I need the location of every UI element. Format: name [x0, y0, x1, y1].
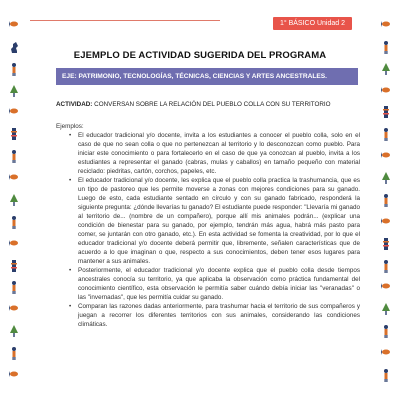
fish-icon	[9, 171, 19, 185]
fish-icon	[9, 105, 19, 119]
fish-icon	[381, 18, 391, 32]
totem-icon	[381, 237, 391, 251]
list-item: • El educador tradicional y/o docente, invita a los estudiantes a conocer el pueblo colla, solo en el caso de que no sean colla o que no pertenezcan al territorio y lo desconozcan como pueblo. Para iniciar este conocimiento o para fortalecerlo en el caso de que ya conozcan al pueblo, invita a los estudiantes a representar el ganado (cabras, mulas y caballos) en tamaño pequeño con material reciclado: piedritas, cartón, corchos, papeles, etc.	[78, 131, 360, 176]
right-decoration-column	[372, 0, 400, 400]
fish-icon	[381, 346, 391, 360]
figure-icon	[381, 193, 391, 207]
chess-knight-icon	[9, 40, 19, 54]
fish-icon	[9, 302, 19, 316]
list-item: • El educador tradicional y/o docente, les explica que el pueblo colla practica la trashumancia, que es un tipo de pastoreo que les permite moverse a zonas con mejores condiciones para su ganado. Luego de esto, cada estudiante sentado en círculo y con su ganado fabricado, responderá la siguiente pregunta: ¿dónde llevarías tu ganado? El estudiante puede responder: "Llevaría mi ganado al territorio de... (nombre de un compañero), porque allí mis animales podrán... (explicar una condición de bienestar para su ganado, por ejemplo, tendrán más agua, habrá más pasto para comer, se juntarán con otro ganado, etc.). En esta actividad se fomenta la creatividad, por lo que el educador tradicional y/o docente deberá permitir que, libremente, señalen características que de acuerdo a lo que imaginan o que, respecto a sus conocimientos, deben tener esos lugares para mantener a sus animales.	[78, 176, 360, 266]
fish-icon	[9, 368, 19, 382]
list-item: • Posteriormente, el educador tradicional y/o docente explica que el pueblo colla desde tiempos ancestrales conocía su territorio, ya que aplicaba la observación como práctica fundamental del conocimiento científico, esta observación le permitía saber cuándo debía iniciar las "veranadas" o las "invernadas", que les permitía cuidar su ganado.	[78, 266, 360, 302]
figure-icon	[9, 62, 19, 76]
tree-icon	[381, 62, 391, 76]
tree-icon	[381, 171, 391, 185]
unit-tag: 1° BÁSICO Unidad 2	[273, 17, 352, 30]
figure-icon	[381, 127, 391, 141]
eje-text: EJE: PATRIMONIO, TECNOLOGÍAS, TÉCNICAS, CIENCIAS Y ARTES ANCESTRALES.	[62, 73, 327, 80]
totem-icon	[9, 259, 19, 273]
fish-icon	[9, 237, 19, 251]
figure-icon	[9, 280, 19, 294]
activity-text: CONVERSAN SOBRE LA RELACIÓN DEL PUEBLO COLLA CON SU TERRITORIO	[94, 101, 331, 108]
activity-label: ACTIVIDAD:	[56, 101, 93, 108]
left-decoration-column	[0, 0, 28, 400]
eje-banner	[56, 68, 358, 85]
figure-icon	[381, 324, 391, 338]
examples-list	[56, 131, 360, 329]
tree-icon	[9, 193, 19, 207]
figure-icon	[9, 149, 19, 163]
tree-icon	[9, 324, 19, 338]
header-divider-line	[30, 20, 220, 21]
activity-line	[56, 101, 360, 108]
document-title: EJEMPLO DE ACTIVIDAD SUGERIDA DEL PROGRAMA	[73, 50, 327, 61]
fish-icon	[381, 215, 391, 229]
totem-icon	[9, 127, 19, 141]
figure-icon	[381, 368, 391, 382]
examples-label: Ejemplos:	[56, 123, 84, 130]
fish-icon	[381, 280, 391, 294]
list-item: • Comparan las razones dadas anteriormente, para trashumar hacia el territorio de sus compañeros y juegan a recorrer los diferentes territorios con sus animales, considerando las condiciones climáticas.	[78, 302, 360, 329]
figure-icon	[9, 215, 19, 229]
tree-icon	[381, 302, 391, 316]
figure-icon	[381, 259, 391, 273]
fish-icon	[381, 84, 391, 98]
figure-icon	[9, 346, 19, 360]
figure-icon	[381, 40, 391, 54]
fish-icon	[381, 149, 391, 163]
tree-icon	[9, 84, 19, 98]
totem-icon	[381, 105, 391, 119]
fish-icon	[9, 18, 19, 32]
